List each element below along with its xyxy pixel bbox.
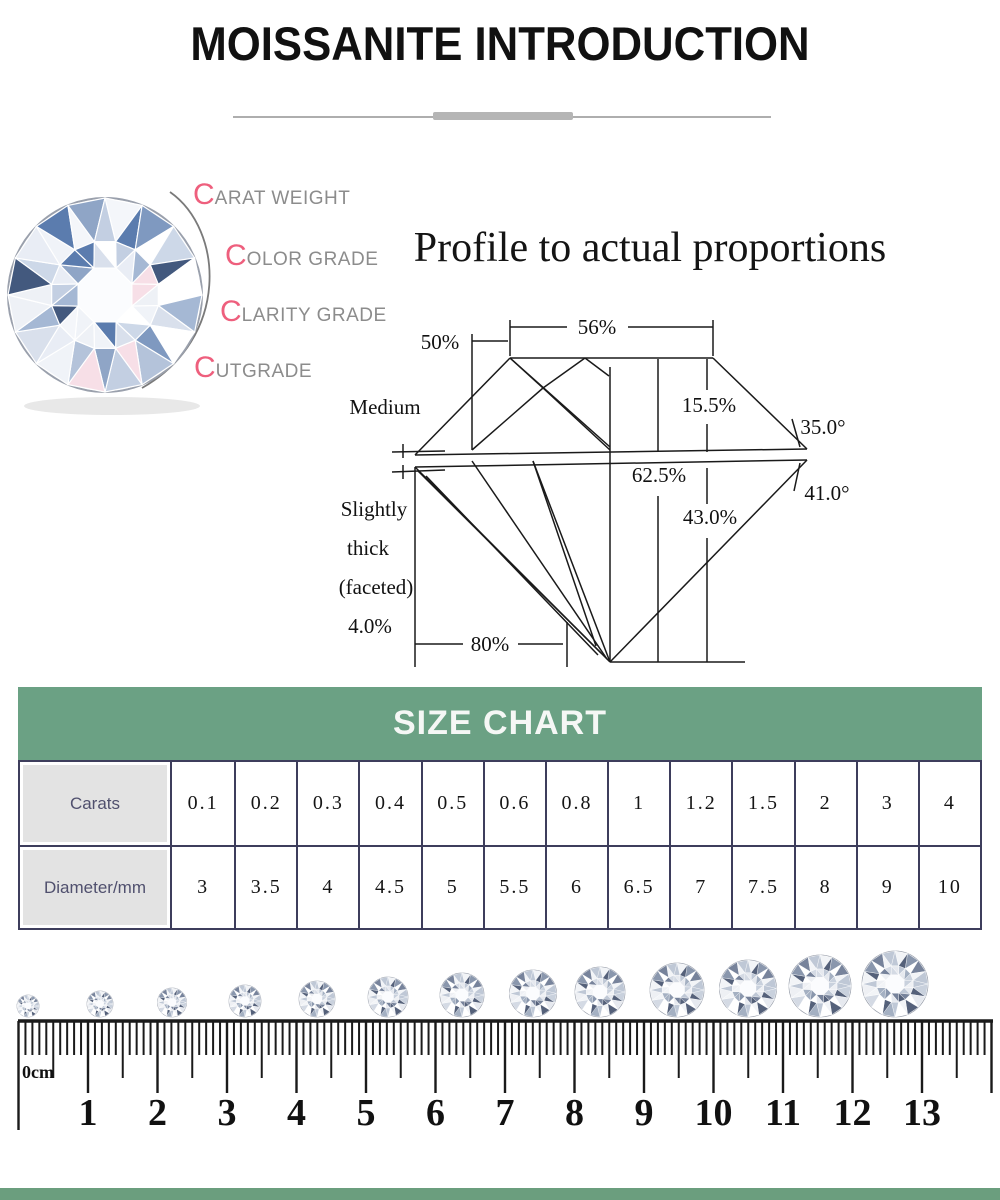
size-cell: 9 — [856, 847, 918, 928]
size-cell: 2 — [794, 762, 856, 845]
ruler-number: 4 — [287, 1092, 306, 1134]
size-cell: 10 — [918, 847, 980, 928]
grade-initial: C — [193, 178, 215, 211]
size-cell: 3 — [856, 762, 918, 845]
size-cell: 0.5 — [421, 762, 483, 845]
grade-text: OLOR GRADE — [246, 249, 379, 270]
grade-text: LARITY GRADE — [241, 305, 387, 326]
size-cell: 1 — [607, 762, 669, 845]
page-title: MOISSANITE INTRODUCTION — [190, 17, 810, 70]
crown-angle-label: 35.0° — [800, 415, 846, 439]
size-cell: 6.5 — [607, 847, 669, 928]
row-label-carats: Carats — [20, 762, 172, 845]
size-cell: 5.5 — [483, 847, 545, 928]
table-row-diameter — [20, 845, 980, 928]
ruler — [0, 948, 1000, 1138]
grade-label-carat-weight — [193, 180, 350, 210]
culet-label-4: 4.0% — [348, 614, 392, 638]
row-values-carats — [172, 762, 980, 845]
size-cell: 0.4 — [358, 762, 420, 845]
ruler-number: 6 — [426, 1092, 445, 1134]
ruler-gem — [510, 970, 557, 1017]
grade-initial: C — [220, 295, 242, 328]
pavilion-depth-label: 43.0% — [682, 505, 738, 529]
ruler-number: 13 — [903, 1092, 941, 1134]
ruler-number: 5 — [356, 1092, 376, 1134]
size-chart-table — [18, 760, 982, 930]
ruler-numbers — [79, 1092, 942, 1134]
ruler-gems — [17, 951, 928, 1017]
crown-height-label: 15.5% — [681, 393, 737, 417]
ruler-gem — [440, 973, 484, 1017]
ruler-zero-label: 0cm — [22, 1062, 54, 1082]
star-facet-label: 50% — [420, 330, 460, 354]
proportions-title: Profile to actual proportions — [413, 225, 887, 271]
gem-shadow — [24, 397, 200, 415]
pavilion-angle-label: 41.0° — [804, 481, 850, 505]
ruler-number: 9 — [634, 1092, 654, 1134]
row-values-diameter — [172, 847, 980, 928]
ruler-gem — [720, 960, 777, 1017]
culet-label-2: thick — [347, 536, 389, 560]
size-cell: 7 — [669, 847, 731, 928]
size-chart-header — [18, 687, 982, 760]
lower-girdle-label: 80% — [470, 632, 510, 656]
crown-facet-lines — [472, 358, 610, 450]
culet-label-1: Slightly — [340, 497, 408, 521]
size-cell: 5 — [421, 847, 483, 928]
ruler-number: 8 — [565, 1092, 584, 1134]
size-cell: 6 — [545, 847, 607, 928]
size-chart-title: SIZE CHART — [393, 704, 607, 742]
size-cell: 4.5 — [358, 847, 420, 928]
size-cell: 0.8 — [545, 762, 607, 845]
ruler-gem — [299, 981, 335, 1017]
size-cell: 7.5 — [731, 847, 793, 928]
divider-bar — [433, 112, 573, 120]
hero-gem-stone — [8, 198, 202, 392]
ruler-gem — [862, 951, 928, 1017]
table-width-label: 56% — [577, 315, 617, 339]
ruler-number: 11 — [765, 1092, 801, 1134]
size-cell: 0.3 — [296, 762, 358, 845]
table-row-carats — [20, 762, 980, 845]
girdle-label: Medium — [349, 395, 421, 419]
grade-initial: C — [225, 239, 247, 272]
ruler-gem — [17, 995, 39, 1017]
culet-label-3: (faceted) — [338, 575, 414, 599]
ruler-gem — [229, 985, 261, 1017]
ruler-number: 12 — [833, 1092, 872, 1134]
grade-label-cut-grade — [194, 353, 312, 383]
ruler-gem — [789, 955, 851, 1017]
total-depth-label: 62.5% — [631, 463, 687, 487]
grade-text: UTGRADE — [215, 361, 313, 382]
ruler-gem — [575, 967, 625, 1017]
row-label-diameter: Diameter/mm — [20, 847, 172, 928]
pavilion-facet-lines — [418, 461, 610, 662]
size-cell: 4 — [296, 847, 358, 928]
size-cell: 8 — [794, 847, 856, 928]
ruler-gem — [368, 977, 408, 1017]
ruler-gem — [87, 991, 113, 1017]
proportions-diagram — [330, 300, 1000, 680]
size-cell: 3 — [197, 876, 210, 898]
size-cell: 4 — [918, 762, 980, 845]
ruler-number: 1 — [78, 1092, 98, 1134]
ruler-number: 2 — [148, 1092, 167, 1134]
size-cell: 3.5 — [234, 847, 296, 928]
size-cell: 0.2 — [234, 762, 296, 845]
footer-green-bar — [0, 1188, 1000, 1200]
size-cell: 0.6 — [483, 762, 545, 845]
ruler-number: 3 — [217, 1092, 237, 1134]
grade-text: ARAT WEIGHT — [214, 188, 351, 209]
dimension-lines — [392, 320, 800, 667]
grade-initial: C — [194, 351, 216, 384]
ruler-number: 10 — [694, 1092, 733, 1134]
ruler-gem — [158, 988, 187, 1017]
ruler-gem — [650, 963, 704, 1017]
size-cell: 1.2 — [669, 762, 731, 845]
ruler-number: 7 — [495, 1092, 515, 1134]
diamond-outline — [415, 358, 807, 662]
size-cell: 1.5 — [731, 762, 793, 845]
size-cell: 0.1 — [187, 792, 219, 814]
